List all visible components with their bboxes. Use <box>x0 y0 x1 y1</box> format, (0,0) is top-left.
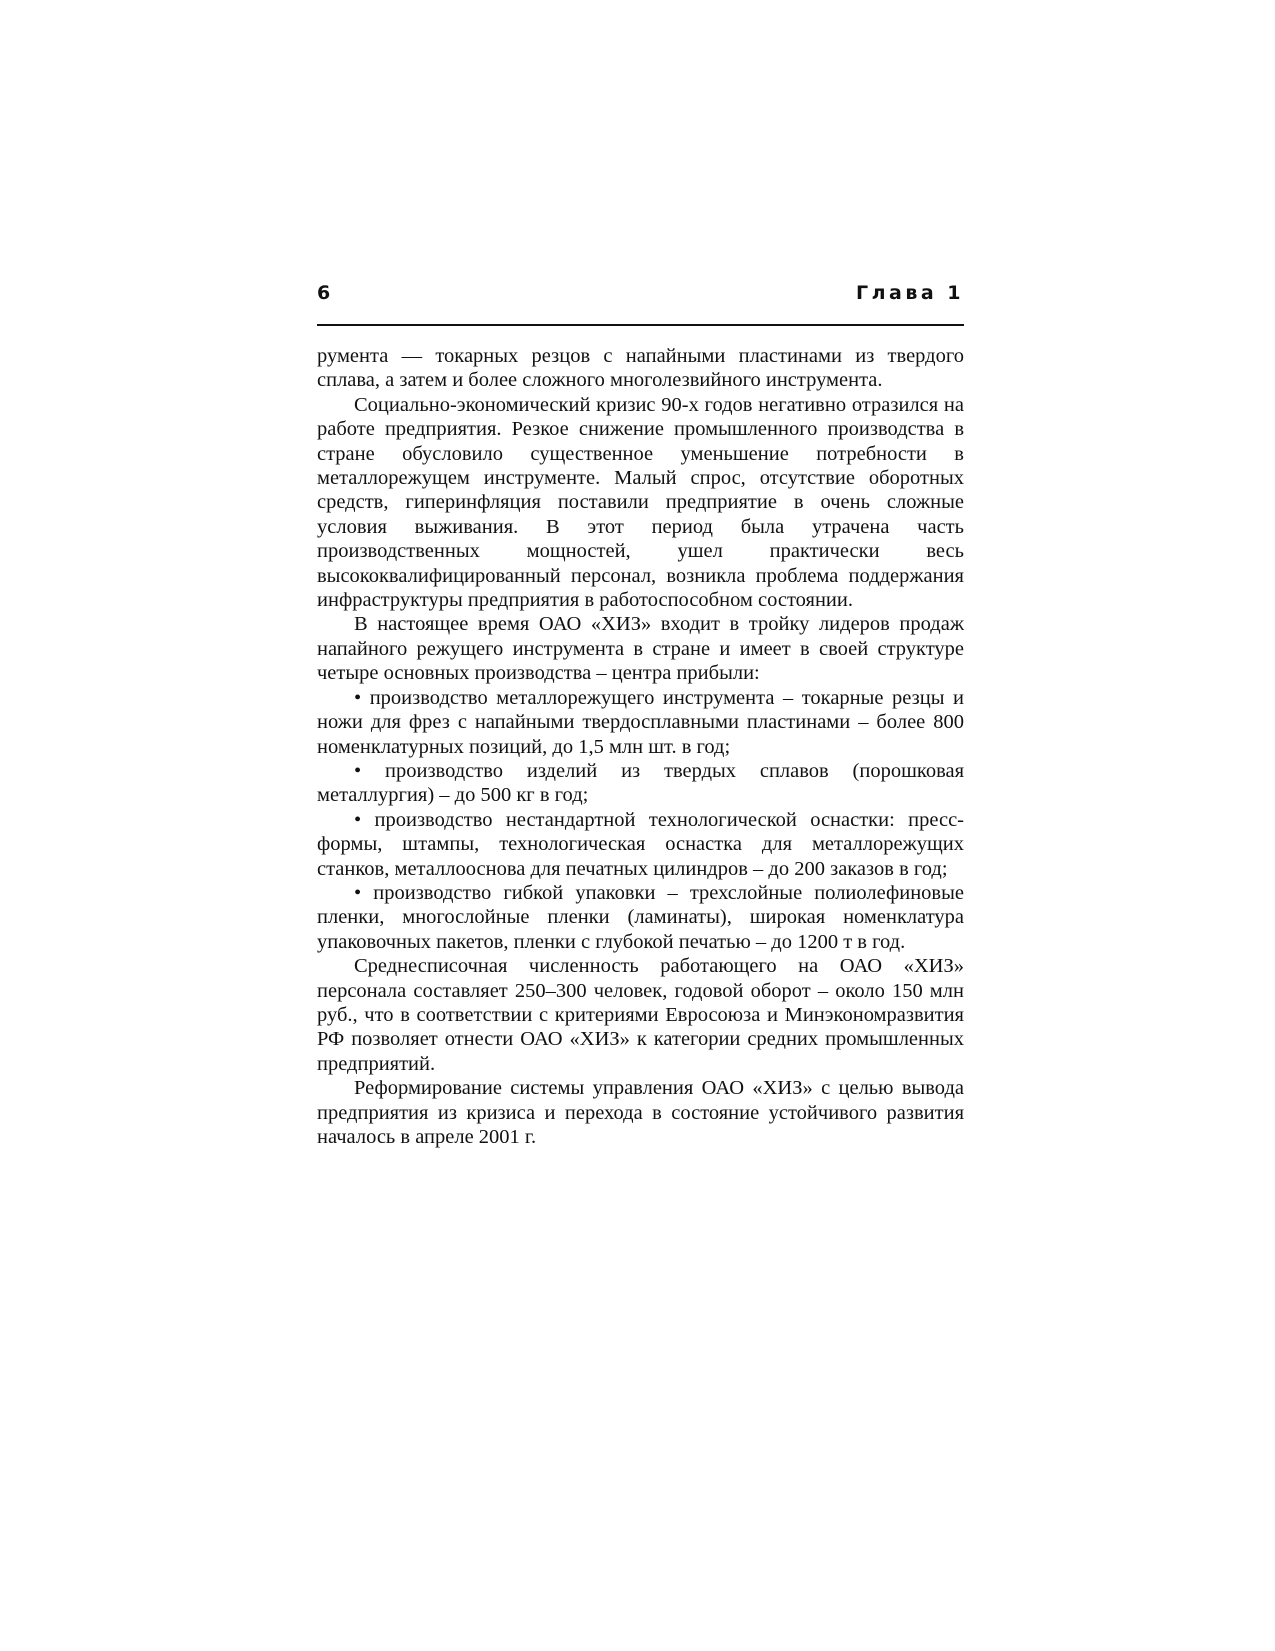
book-page <box>317 282 964 1148</box>
page-number: 6 <box>317 282 331 304</box>
chapter-title: Глава 1 <box>855 282 964 304</box>
paragraph-reform: Реформирование системы управления ОАО «ХИЗ» с целью вывода предприятия из кризиса и перехода в состояние устойчивого развития началось в апреле 2001 г. <box>317 1077 964 1148</box>
list-item-tooling: • производство нестандартной технологической оснастки: пресс-формы, штампы, технологическая оснастка для металлорежущих станков, металлооснова для печатных цилиндров – до 200 заказов в год; <box>317 808 964 880</box>
header-rule <box>317 324 964 326</box>
list-item-packaging: • производство гибкой упаковки – трехслойные полиолефиновые пленки, многослойные пленки (ламинаты), широкая номенклатура упаковочных пакетов, пленки с глубокой печатью – до 1200 т в год. <box>317 881 964 953</box>
list-item-cutting-tools: • производство металлорежущего инструмента – токарные резцы и ножи для фрез с напайными твердосплавными пластинами – более 800 номенклатурных позиций, до 1,5 млн шт. в год; <box>317 686 964 758</box>
paragraph-crisis: Социально-экономический кризис 90-х годов негативно отразился на работе предприятия. Резкое снижение промышленного производства в стране обусловило существенное уменьшение потребности в металлорежущем инструменте. Малый спрос, отсутствие оборотных средств, гиперинфляция поставили предприятие в очень сложные условия выживания. В этот период была утрачена часть производственных мощностей, ушел практически весь высококвалифицированный персонал, возникла проблема поддержания инфраструктуры предприятия в работоспособном состоянии. <box>317 393 964 612</box>
paragraph-staff-turnover: Среднесписочная численность работающего на ОАО «ХИЗ» персонала составляет 250–300 человек, годовой оборот – около 150 млн руб., что в соответствии с критериями Евросоюза и Минэкономразвития РФ позволяет отнести ОАО «ХИЗ» к категории средних промышленных предприятий. <box>317 955 964 1075</box>
running-head <box>317 282 964 304</box>
paragraph-continuation: румента — токарных резцов с напайными пластинами из твердого сплава, а затем и более сложного многолезвийного инструмента. <box>317 345 964 392</box>
paragraph-current-state: В настоящее время ОАО «ХИЗ» входит в тройку лидеров продаж напайного режущего инструмента в стране и имеет в своей структуре четыре основных производства – центра прибыли: <box>317 613 964 685</box>
list-item-hard-alloys: • производство изделий из твердых сплавов (порошковая металлургия) – до 500 кг в год; <box>317 759 964 807</box>
body-text <box>317 344 964 1149</box>
